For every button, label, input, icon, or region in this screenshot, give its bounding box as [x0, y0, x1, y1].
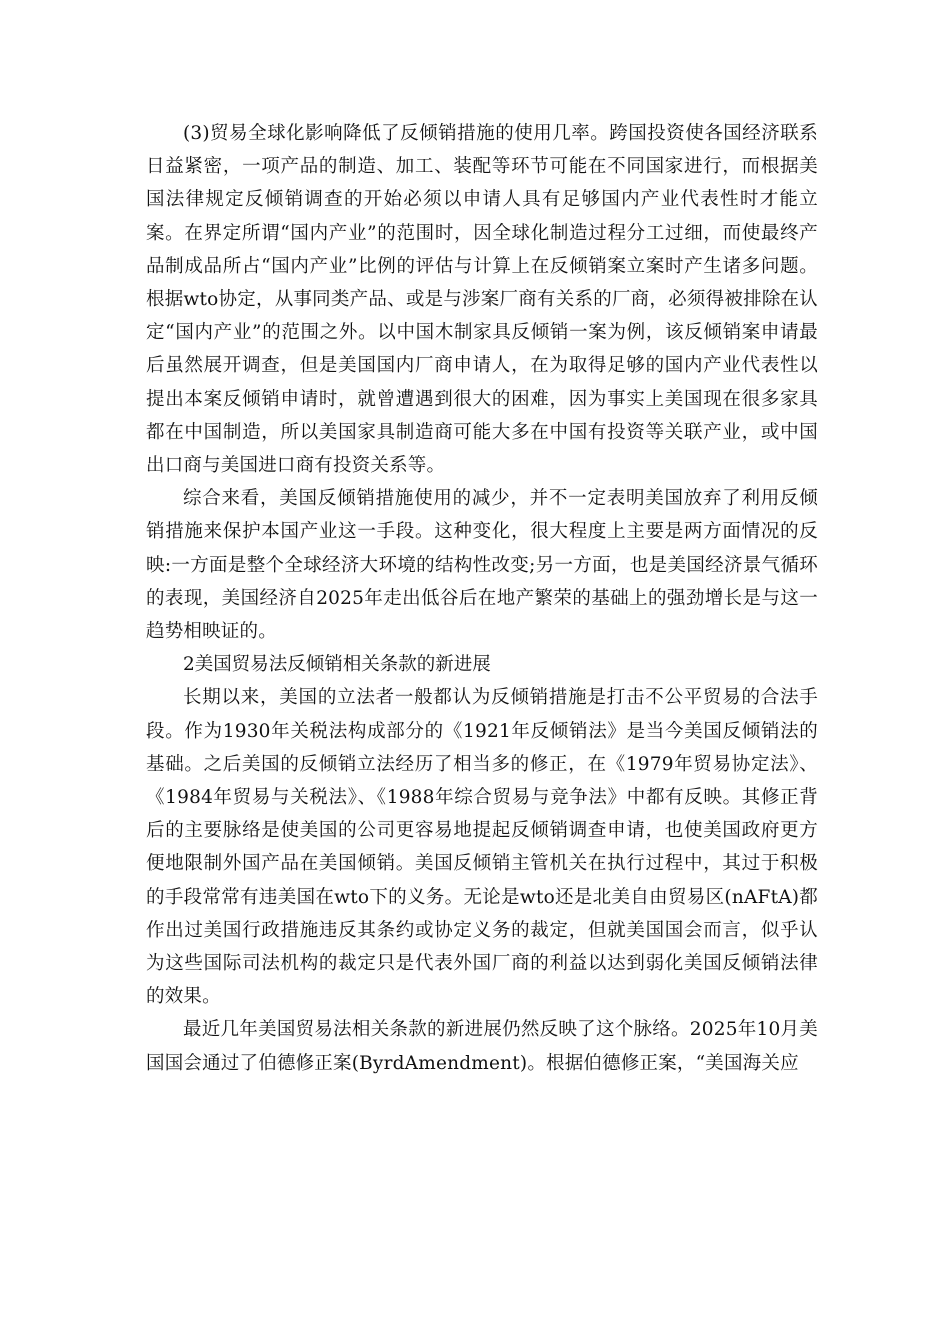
document-page: [146, 117, 818, 1080]
section-heading: 2美国贸易法反倾销相关条款的新进展: [183, 654, 491, 676]
paragraph-globalization: (3)贸易全球化影响降低了反倾销措施的使用几率。跨国投资使各国经济联系日益紧密，一项产品的制造、加工、装配等环节可能在不同国家进行，而根据美国法律规定反倾销调查的开始必须以申请人具有足够国内产业代表性时才能立案。在界定所谓“国内产业”的范围时，因全球化制造过程分工过细，而使最终产品制成品所占“国内产业”比例的评估与计算上在反倾销案立案时产生诸多问题。根据wto协定，从事同类产品、或是与涉案厂商有关系的厂商，必须得被排除在认定“国内产业”的范围之外。以中国木制家具反倾销一案为例，该反倾销案申请最后虽然展开调查，但是美国国内厂商申请人，在为取得足够的国内产业代表性以提出本案反倾销申请时，就曾遭遇到很大的困难，因为事实上美国现在很多家具都在中国制造，所以美国家具制造商可能大多在中国有投资等关联产业，或中国出口商与美国进口商有投资关系等。: [146, 123, 818, 477]
paragraph-byrd-amendment: 最近几年美国贸易法相关条款的新进展仍然反映了这个脉络。2025年10月美国国会通过了伯德修正案(ByrdAmendment)。根据伯德修正案，“美国海关应: [146, 1019, 818, 1074]
paragraph-summary: 综合来看，美国反倾销措施使用的减少，并不一定表明美国放弃了利用反倾销措施来保护本国产业这一手段。这种变化，很大程度上主要是两方面情况的反映:一方面是整个全球经济大环境的结构性改变;另一方面，也是美国经济景气循环的表现，美国经济自2025年走出低谷后在地产繁荣的基础上的强劲增长是与这一趋势相映证的。: [146, 488, 818, 643]
paragraph-legislation-history: 长期以来，美国的立法者一般都认为反倾销措施是打击不公平贸易的合法手段。作为1930年关税法构成部分的《1921年反倾销法》是当今美国反倾销法的基础。之后美国的反倾销立法经历了相当多的修正，在《1979年贸易协定法》、《1984年贸易与关税法》、《1988年综合贸易与竞争法》中都有反映。其修正背后的主要脉络是使美国的公司更容易地提起反倾销调查申请，也使美国政府更方便地限制外国产品在美国倾销。美国反倾销主管机关在执行过程中，其过于积极的手段常常有违美国在wto下的义务。无论是wto还是北美自由贸易区(nAFtA)都作出过美国行政措施违反其条约或协定义务的裁定，但就美国国会而言，似乎认为这些国际司法机构的裁定只是代表外国厂商的利益以达到弱化美国反倾销法律的效果。: [146, 687, 818, 1008]
